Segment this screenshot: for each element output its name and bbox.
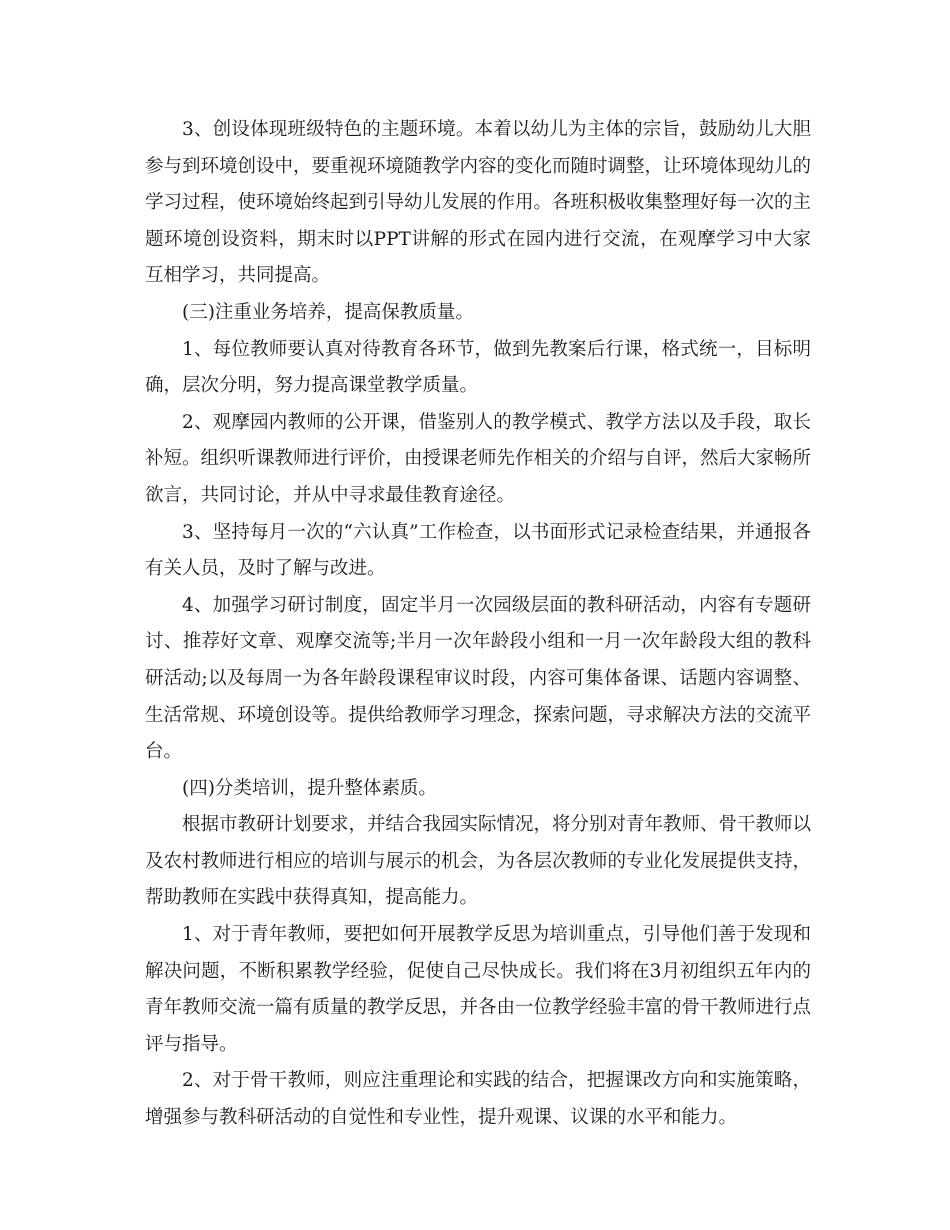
paragraph-item-3-inspection: 3、坚持每月一次的“六认真”工作检查，以书面形式记录检查结果，并通报各有关人员，及时了解与改进。 (145, 521, 811, 580)
section-heading-4: (四)分类培训，提升整体素质。 (182, 777, 437, 799)
paragraph-item-1-young-teachers: 1、对于青年教师，要把如何开展教学反思为培训重点，引导他们善于发现和解决问题，不断积累教学经验，促使自己尽快成长。我们将在3月初组织五年内的青年教师交流一篇有质量的教学反思，并各由一位教学经验丰富的骨干教师进行点评与指导。 (145, 924, 812, 1055)
paragraph-item-4-research: 4、加强学习研讨制度，固定半月一次园级层面的教科研活动，内容有专题研讨、推荐好文章、观摩交流等;半月一次年龄段小组和一月一次年龄段大组的教科研活动;以及每周一为各年龄段课程审议时段，内容可集体备课、话题内容调整、生活常规、环境创设等。提供给教师学习理念，探索问题，寻求解决方法的交流平台。 (145, 594, 812, 763)
paragraph-training-intro: 根据市教研计划要求，并结合我园实际情况，将分别对青年教师、骨干教师以及农村教师进行相应的培训与展示的机会，为各层次教师的专业化发展提供支持，帮助教师在实践中获得真知，提高能力。 (145, 814, 812, 909)
section-heading-3: (三)注重业务培养，提高保教质量。 (182, 301, 474, 323)
paragraph-item-2-observation: 2、观摩园内教师的公开课，借鉴别人的教学模式、教学方法以及手段，取长补短。组织听课教师进行评价，由授课老师先作相关的介绍与自评，然后大家畅所欲言，共同讨论，并从中寻求最佳教育途径。 (145, 411, 812, 506)
paragraph-item-1-teaching: 1、每位教师要认真对待教育各环节，做到先教案后行课，格式统一，目标明确，层次分明，努力提高课堂教学质量。 (145, 338, 811, 397)
document-body (145, 112, 811, 1137)
paragraph-item-3-theme-environment: 3、创设体现班级特色的主题环境。本着以幼儿为主体的宗旨，鼓励幼儿大胆参与到环境创设中，要重视环境随教学内容的变化而随时调整，让环境体现幼儿的学习过程，使环境始终起到引导幼儿发展的作用。各班积极收集整理好每一次的主题环境创设资料，期末时以PPT讲解的形式在园内进行交流，在观摩学习中大家互相学习，共同提高。 (145, 119, 812, 287)
paragraph-item-2-key-teachers: 2、对于骨干教师，则应注重理论和实践的结合，把握课改方向和实施策略，增强参与教科研活动的自觉性和专业性，提升观课、议课的水平和能力。 (145, 1070, 811, 1129)
